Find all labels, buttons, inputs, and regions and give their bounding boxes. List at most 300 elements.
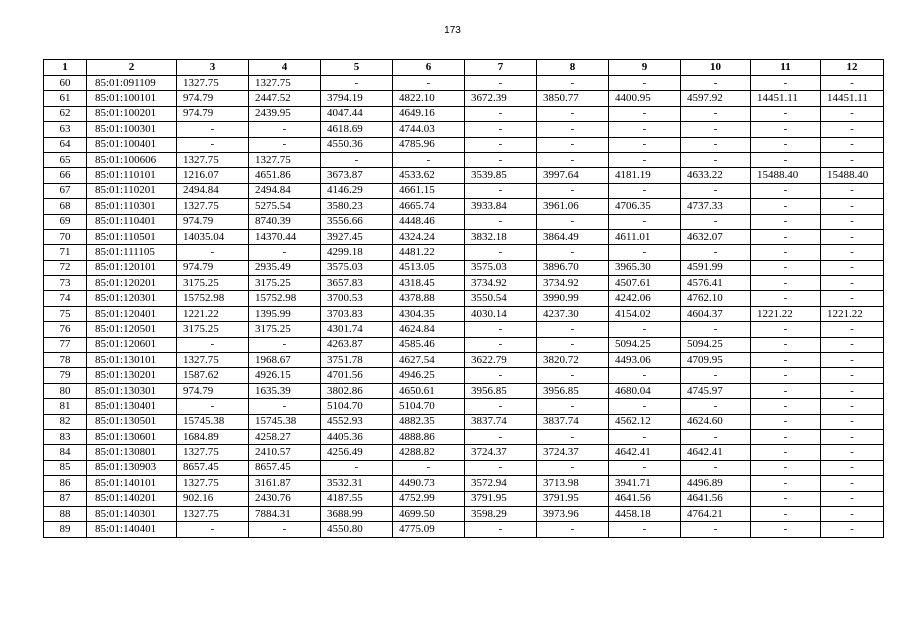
value-cell: - [751, 122, 821, 137]
value-cell: - [821, 429, 884, 444]
value-cell: - [751, 522, 821, 537]
value-cell: 4661.15 [393, 183, 465, 198]
table-row [44, 445, 884, 460]
value-cell: - [177, 122, 249, 137]
value-cell: 3556.66 [321, 214, 393, 229]
row-number-cell: 85 [44, 460, 87, 475]
value-cell: 1216.07 [177, 168, 249, 183]
value-cell: - [609, 122, 681, 137]
value-cell: - [465, 429, 537, 444]
value-cell: 3724.37 [537, 445, 609, 460]
row-number-cell: 77 [44, 337, 87, 352]
value-cell: 3751.78 [321, 353, 393, 368]
value-cell: - [751, 506, 821, 521]
value-cell: 1587.62 [177, 368, 249, 383]
code-cell: 85:01:100606 [87, 152, 177, 167]
value-cell: 3990.99 [537, 291, 609, 306]
value-cell: 4562.12 [609, 414, 681, 429]
value-cell: - [821, 122, 884, 137]
value-cell: 4882.35 [393, 414, 465, 429]
value-cell: - [177, 245, 249, 260]
value-cell: 1221.22 [751, 306, 821, 321]
value-cell: 4507.61 [609, 276, 681, 291]
value-cell: 3802.86 [321, 383, 393, 398]
value-cell: 4493.06 [609, 353, 681, 368]
value-cell: - [751, 414, 821, 429]
value-cell: 4633.22 [681, 168, 751, 183]
value-cell: 4187.55 [321, 491, 393, 506]
row-number-cell: 67 [44, 183, 87, 198]
value-cell: 3622.79 [465, 353, 537, 368]
value-cell: 4146.29 [321, 183, 393, 198]
value-cell: 4533.62 [393, 168, 465, 183]
value-cell: 4550.80 [321, 522, 393, 537]
value-cell: - [821, 337, 884, 352]
table-row [44, 460, 884, 475]
value-cell: 3572.94 [465, 476, 537, 491]
value-cell: 2447.52 [249, 91, 321, 106]
code-cell: 85:01:110401 [87, 214, 177, 229]
value-cell: 1327.75 [177, 199, 249, 214]
value-cell: - [537, 214, 609, 229]
value-cell: 4642.41 [681, 445, 751, 460]
value-cell: - [751, 337, 821, 352]
value-cell: - [681, 122, 751, 137]
value-cell: 4642.41 [609, 445, 681, 460]
row-number-cell: 73 [44, 276, 87, 291]
value-cell: - [465, 368, 537, 383]
value-cell: 3539.85 [465, 168, 537, 183]
value-cell: - [393, 76, 465, 91]
code-cell: 85:01:110101 [87, 168, 177, 183]
value-cell: - [393, 460, 465, 475]
value-cell: - [465, 152, 537, 167]
value-cell: 14370.44 [249, 229, 321, 244]
value-cell: 3175.25 [177, 322, 249, 337]
value-cell: 4624.84 [393, 322, 465, 337]
value-cell: 4258.27 [249, 429, 321, 444]
value-cell: 902.16 [177, 491, 249, 506]
value-cell: 1327.75 [177, 353, 249, 368]
value-cell: 4785.96 [393, 137, 465, 152]
value-cell: 3837.74 [537, 414, 609, 429]
table-row [44, 399, 884, 414]
value-cell: - [609, 522, 681, 537]
value-cell: 4926.15 [249, 368, 321, 383]
value-cell: 4318.45 [393, 276, 465, 291]
value-cell: - [465, 106, 537, 121]
code-cell: 85:01:100201 [87, 106, 177, 121]
value-cell: - [821, 106, 884, 121]
row-number-cell: 71 [44, 245, 87, 260]
value-cell: 3575.03 [321, 260, 393, 275]
column-header-8: 8 [537, 60, 609, 76]
value-cell: - [821, 506, 884, 521]
code-cell: 85:01:120401 [87, 306, 177, 321]
code-cell: 85:01:111105 [87, 245, 177, 260]
value-cell: - [751, 383, 821, 398]
value-cell: - [681, 183, 751, 198]
row-number-cell: 86 [44, 476, 87, 491]
table-row [44, 122, 884, 137]
value-cell: 3688.99 [321, 506, 393, 521]
value-cell: 14451.11 [751, 91, 821, 106]
value-cell: 3724.37 [465, 445, 537, 460]
value-cell: 15752.98 [249, 291, 321, 306]
value-cell: 3956.85 [465, 383, 537, 398]
value-cell: - [537, 245, 609, 260]
row-number-cell: 87 [44, 491, 87, 506]
value-cell: 4888.86 [393, 429, 465, 444]
value-cell: 3832.18 [465, 229, 537, 244]
value-cell: 4552.93 [321, 414, 393, 429]
table-row [44, 183, 884, 198]
value-cell: 3896.70 [537, 260, 609, 275]
value-cell: 4624.60 [681, 414, 751, 429]
row-number-cell: 65 [44, 152, 87, 167]
value-cell: - [537, 106, 609, 121]
code-cell: 85:01:091109 [87, 76, 177, 91]
value-cell: - [821, 476, 884, 491]
value-cell: - [751, 322, 821, 337]
value-cell: - [751, 291, 821, 306]
table-row [44, 260, 884, 275]
value-cell: - [751, 491, 821, 506]
value-cell: 4400.95 [609, 91, 681, 106]
value-cell: 2935.49 [249, 260, 321, 275]
value-cell: - [609, 152, 681, 167]
table-row [44, 76, 884, 91]
value-cell: 3700.53 [321, 291, 393, 306]
value-cell: 1327.75 [177, 76, 249, 91]
row-number-cell: 61 [44, 91, 87, 106]
value-cell: - [249, 337, 321, 352]
value-cell: 4651.86 [249, 168, 321, 183]
code-cell: 85:01:140101 [87, 476, 177, 491]
row-number-cell: 84 [44, 445, 87, 460]
value-cell: 3161.87 [249, 476, 321, 491]
value-cell: - [177, 337, 249, 352]
value-cell: 3927.45 [321, 229, 393, 244]
row-number-cell: 81 [44, 399, 87, 414]
code-cell: 85:01:140201 [87, 491, 177, 506]
value-cell: 3713.98 [537, 476, 609, 491]
value-cell: 4752.99 [393, 491, 465, 506]
table-row [44, 229, 884, 244]
value-cell: 3550.54 [465, 291, 537, 306]
value-cell: 974.79 [177, 106, 249, 121]
value-cell: - [609, 214, 681, 229]
value-cell: - [681, 76, 751, 91]
value-cell: - [465, 214, 537, 229]
value-cell: - [537, 137, 609, 152]
value-cell: - [609, 106, 681, 121]
value-cell: - [537, 368, 609, 383]
value-cell: - [609, 245, 681, 260]
table-row [44, 353, 884, 368]
value-cell: 4299.18 [321, 245, 393, 260]
value-cell: 4237.30 [537, 306, 609, 321]
value-cell: - [681, 429, 751, 444]
value-cell: - [537, 122, 609, 137]
value-cell: 2494.84 [249, 183, 321, 198]
row-number-cell: 78 [44, 353, 87, 368]
value-cell: 2430.76 [249, 491, 321, 506]
column-header-1: 1 [44, 60, 87, 76]
value-cell: 2439.95 [249, 106, 321, 121]
value-cell: 5094.25 [609, 337, 681, 352]
code-cell: 85:01:120501 [87, 322, 177, 337]
value-cell: 4030.14 [465, 306, 537, 321]
value-cell: 4680.04 [609, 383, 681, 398]
value-cell: 4304.35 [393, 306, 465, 321]
value-cell: - [681, 214, 751, 229]
value-cell: - [609, 368, 681, 383]
value-cell: 4490.73 [393, 476, 465, 491]
value-cell: 14035.04 [177, 229, 249, 244]
value-cell: - [609, 322, 681, 337]
table-row [44, 214, 884, 229]
value-cell: 4701.56 [321, 368, 393, 383]
value-cell: - [681, 152, 751, 167]
value-cell: - [609, 76, 681, 91]
value-cell: 3532.31 [321, 476, 393, 491]
value-cell: 1327.75 [249, 152, 321, 167]
value-cell: - [249, 137, 321, 152]
value-cell: 1327.75 [177, 506, 249, 521]
value-cell: 4775.09 [393, 522, 465, 537]
value-cell: 4550.36 [321, 137, 393, 152]
value-cell: 4709.95 [681, 353, 751, 368]
value-cell: 1221.22 [821, 306, 884, 321]
value-cell: - [821, 414, 884, 429]
value-cell: - [321, 76, 393, 91]
value-cell: - [465, 522, 537, 537]
row-number-cell: 70 [44, 229, 87, 244]
value-cell: - [821, 152, 884, 167]
value-cell: - [751, 445, 821, 460]
value-cell: - [177, 522, 249, 537]
value-cell: - [465, 122, 537, 137]
value-cell: - [821, 445, 884, 460]
value-cell: - [751, 476, 821, 491]
value-cell: 15745.38 [177, 414, 249, 429]
value-cell: 4822.10 [393, 91, 465, 106]
table-row [44, 137, 884, 152]
page-number: 173 [444, 25, 461, 36]
value-cell: 974.79 [177, 91, 249, 106]
value-cell: - [681, 245, 751, 260]
value-cell: 4632.07 [681, 229, 751, 244]
value-cell: 3791.95 [465, 491, 537, 506]
value-cell: 4764.21 [681, 506, 751, 521]
value-cell: - [681, 399, 751, 414]
table-row [44, 476, 884, 491]
value-cell: 3598.29 [465, 506, 537, 521]
value-cell: 4154.02 [609, 306, 681, 321]
value-cell: 3864.49 [537, 229, 609, 244]
value-cell: - [821, 137, 884, 152]
code-cell: 85:01:100401 [87, 137, 177, 152]
value-cell: 3734.92 [537, 276, 609, 291]
row-number-cell: 66 [44, 168, 87, 183]
code-cell: 85:01:140301 [87, 506, 177, 521]
value-cell: - [321, 460, 393, 475]
value-cell: 1327.75 [177, 476, 249, 491]
value-cell: - [821, 245, 884, 260]
value-cell: 974.79 [177, 214, 249, 229]
value-cell: 4591.99 [681, 260, 751, 275]
value-cell: - [751, 368, 821, 383]
value-cell: - [751, 429, 821, 444]
value-cell: 3997.64 [537, 168, 609, 183]
value-cell: 3965.30 [609, 260, 681, 275]
row-number-cell: 60 [44, 76, 87, 91]
table-row [44, 91, 884, 106]
value-cell: - [821, 383, 884, 398]
value-cell: 4256.49 [321, 445, 393, 460]
value-cell: 974.79 [177, 260, 249, 275]
value-cell: - [751, 260, 821, 275]
value-cell: - [751, 152, 821, 167]
value-cell: - [249, 245, 321, 260]
row-number-cell: 79 [44, 368, 87, 383]
value-cell: 4324.24 [393, 229, 465, 244]
value-cell: 3672.39 [465, 91, 537, 106]
value-cell: 3956.85 [537, 383, 609, 398]
value-cell: - [821, 460, 884, 475]
value-cell: - [821, 322, 884, 337]
code-cell: 85:01:110201 [87, 183, 177, 198]
value-cell: 4641.56 [609, 491, 681, 506]
row-number-cell: 82 [44, 414, 87, 429]
value-cell: - [681, 137, 751, 152]
table-row [44, 337, 884, 352]
value-cell: 4405.36 [321, 429, 393, 444]
value-cell: 4597.92 [681, 91, 751, 106]
row-number-cell: 80 [44, 383, 87, 398]
value-cell: 3175.25 [177, 276, 249, 291]
table-body [44, 76, 884, 538]
value-cell: 5104.70 [321, 399, 393, 414]
value-cell: 1684.89 [177, 429, 249, 444]
value-cell: - [751, 460, 821, 475]
value-cell: - [465, 137, 537, 152]
data-table [43, 59, 884, 538]
value-cell: 3820.72 [537, 353, 609, 368]
value-cell: 3175.25 [249, 322, 321, 337]
value-cell: 4611.01 [609, 229, 681, 244]
value-cell: 4242.06 [609, 291, 681, 306]
table-row [44, 506, 884, 521]
value-cell: - [821, 260, 884, 275]
value-cell: 4946.25 [393, 368, 465, 383]
value-cell: 4585.46 [393, 337, 465, 352]
value-cell: 4181.19 [609, 168, 681, 183]
value-cell: - [821, 199, 884, 214]
value-cell: 4458.18 [609, 506, 681, 521]
value-cell: 1968.67 [249, 353, 321, 368]
value-cell: - [821, 368, 884, 383]
value-cell: 4706.35 [609, 199, 681, 214]
value-cell: 8657.45 [177, 460, 249, 475]
value-cell: - [321, 152, 393, 167]
table-row [44, 522, 884, 537]
value-cell: 3850.77 [537, 91, 609, 106]
code-cell: 85:01:130903 [87, 460, 177, 475]
value-cell: 3941.71 [609, 476, 681, 491]
value-cell: - [609, 137, 681, 152]
value-cell: 4649.16 [393, 106, 465, 121]
table-row [44, 106, 884, 121]
value-cell: 4737.33 [681, 199, 751, 214]
value-cell: - [537, 399, 609, 414]
code-cell: 85:01:140401 [87, 522, 177, 537]
value-cell: 4744.03 [393, 122, 465, 137]
column-header-2: 2 [87, 60, 177, 76]
table-row [44, 491, 884, 506]
table-row [44, 199, 884, 214]
table-row [44, 245, 884, 260]
value-cell: - [537, 183, 609, 198]
value-cell: - [821, 76, 884, 91]
code-cell: 85:01:130501 [87, 414, 177, 429]
value-cell: 15752.98 [177, 291, 249, 306]
value-cell: 5104.70 [393, 399, 465, 414]
table-row [44, 276, 884, 291]
value-cell: - [821, 229, 884, 244]
value-cell: 8657.45 [249, 460, 321, 475]
value-cell: - [609, 399, 681, 414]
value-cell: - [537, 460, 609, 475]
value-cell: 1327.75 [177, 445, 249, 460]
code-cell: 85:01:130101 [87, 353, 177, 368]
value-cell: 4627.54 [393, 353, 465, 368]
table-row [44, 322, 884, 337]
value-cell: 4496.89 [681, 476, 751, 491]
value-cell: 4650.61 [393, 383, 465, 398]
column-header-10: 10 [681, 60, 751, 76]
value-cell: - [465, 322, 537, 337]
value-cell: 15488.40 [751, 168, 821, 183]
code-cell: 85:01:120601 [87, 337, 177, 352]
value-cell: - [609, 183, 681, 198]
table-row [44, 429, 884, 444]
column-header-5: 5 [321, 60, 393, 76]
value-cell: - [249, 522, 321, 537]
row-number-cell: 68 [44, 199, 87, 214]
column-header-12: 12 [821, 60, 884, 76]
value-cell: 4448.46 [393, 214, 465, 229]
value-cell: 4641.56 [681, 491, 751, 506]
value-cell: 3791.95 [537, 491, 609, 506]
value-cell: - [821, 276, 884, 291]
value-cell: - [393, 152, 465, 167]
value-cell: 8740.39 [249, 214, 321, 229]
value-cell: - [751, 245, 821, 260]
value-cell: 4618.69 [321, 122, 393, 137]
value-cell: 5275.54 [249, 199, 321, 214]
value-cell: 15745.38 [249, 414, 321, 429]
value-cell: 3575.03 [465, 260, 537, 275]
value-cell: - [821, 183, 884, 198]
value-cell: 4604.37 [681, 306, 751, 321]
value-cell: 4481.22 [393, 245, 465, 260]
value-cell: - [751, 229, 821, 244]
value-cell: 1395.99 [249, 306, 321, 321]
value-cell: 4665.74 [393, 199, 465, 214]
value-cell: - [465, 337, 537, 352]
